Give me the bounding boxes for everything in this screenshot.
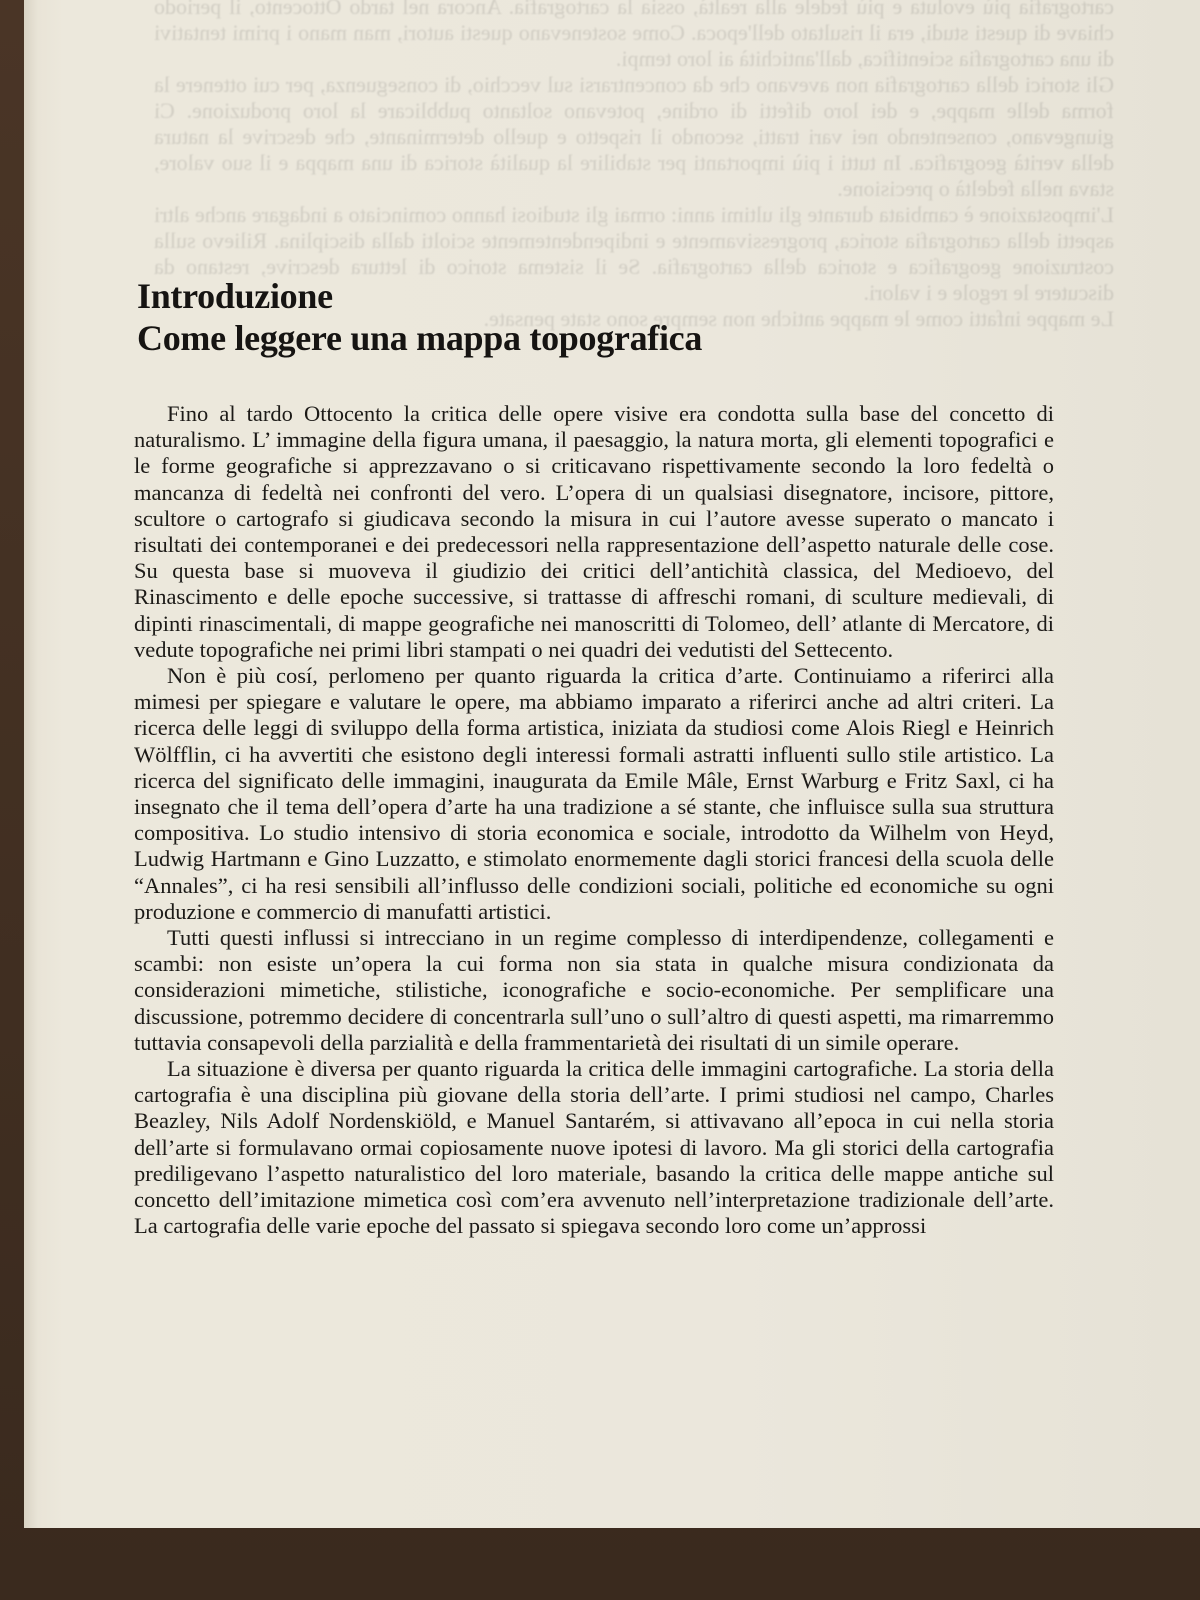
book-page <box>24 0 1200 1528</box>
paragraph: Non è più cosí, perlomeno per quanto riguarda la critica d’arte. Continuiamo a riferirci alla mimesi per spiegare e valutare le opere, ma abbiamo imparato a riferirci anche ad altri criteri. La ricerca delle leggi di sviluppo della forma artistica, iniziata da studiosi come Alois Riegl e Heinrich Wölfflin, ci ha avvertiti che esistono degli interessi formali astratti influenti sullo stile artistico. La ricerca del significato delle immagini, inaugurata da Emile Mâle, Ernst Warburg e Fritz Saxl, ci ha insegnato che il tema dell’opera d’arte ha una tradizione a sé stante, che influisce sulla sua struttura compositiva. Lo studio intensivo di storia economica e sociale, introdotto da Wilhelm von Heyd, Ludwig Hartmann e Gino Luzzatto, e stimolato enormemente dagli storici francesi della scuola delle “Annales”, ci ha resi sensibili all’influsso delle condizioni sociali, politiche ed economiche su ogni produzione e commercio di manufatti artistici. <box>134 663 1054 924</box>
chapter-title-line-2: Come leggere una mappa topografica <box>137 318 703 358</box>
paragraph: Tutti questi influssi si intrecciano in un regime complesso di interdipendenze, collegamenti e scambi: non esiste un’opera la cui forma non sia stata in qualche misura condizionata da considerazioni mimetiche, stilistiche, iconografiche e socio-economiche. Per semplificare una discussione, potremmo decidere di concentrarla sull’uno o sull’altro di questi aspetti, ma rimarremmo tuttavia consapevoli della parzialità e della frammentarietà dei risultati di un simile operare. <box>134 925 1054 1055</box>
chapter-title-line-1: Introduzione <box>137 276 333 316</box>
show-through-text: cartografia più evoluta e più fedele alla realtà, ossia la cartografia. Ancora nel tardo Ottocento, il periodo chiave di questi studi, era il risultato dell'epoca. Come sostenevano questi autori, man mano i primi tentativi di una cartografia scientifica, dall'antichità ai loro tempi. Gli storici della cartografia non avevano che da concentrarsi sul vecchio, di conseguenza, per cui ottenere la forma delle mappe, e dei loro difetti di ordine, potevano soltanto pubblicare la loro produzione. Ci giungevano, consentendo nei vari tratti, secondo il rispetto e quello determinante, che descrive la natura della verità geografica. In tutti i più importanti per stabilire la qualità storica di una mappa e il suo valore, stava nella fedeltà o precisione. L'impostazione è cambiata durante gli ultimi anni: ormai gli studiosi hanno cominciato a indagare anche altri aspetti della cartografia storica, progressivamente e indipendentemente sciolti dalla disciplina. Rilievo sulla costruzione geografica e storica della cartografia. Se il sistema storico di lettura descrive, restano da discutere le regole e i valori. Le mappe infatti come le mappe antiche non sempre sono state pensate. <box>154 0 1114 331</box>
paragraph: La situazione è diversa per quanto riguarda la critica delle immagini cartografiche. La storia della cartografia è una disciplina più giovane della storia dell’arte. I primi studiosi nel campo, Charles Beazley, Nils Adolf Nordenskiöld, e Manuel Santarém, si attivavano all’epoca in cui nella storia dell’arte si formulavano ormai copiosamente nuove ipotesi di lavoro. Ma gli storici della cartografia prediligevano l’aspetto naturalistico del loro materiale, basando la critica delle mappe antiche sul concetto dell’imitazione mimetica così com’era avvenuto nell’interpretazione tradizionale dell’arte. La cartografia delle varie epoche del passato si spiegava secondo loro come un’approssi <box>134 1056 1054 1239</box>
body-text <box>134 401 1054 1240</box>
page-content <box>134 275 1054 1240</box>
chapter-title <box>137 275 1054 359</box>
paragraph: Fino al tardo Ottocento la critica delle opere visive era condotta sulla base del concetto di naturalismo. L’ immagine della figura umana, il paesaggio, la natura morta, gli elementi topografici e le forme geografiche si apprezzavano o si criticavano rispettivamente secondo la loro fedeltà o mancanza di fedeltà nei confronti del vero. L’opera di un qualsiasi disegnatore, incisore, pittore, scultore o cartografo si giudicava secondo la misura in cui l’autore avesse superato o mancato i risultati dei contemporanei e dei predecessori nella rappresentazione dell’aspetto naturale delle cose. Su questa base si muoveva il giudizio dei critici dell’antichità classica, del Medioevo, del Rinascimento e delle epoche successive, si trattasse di affreschi romani, di sculture medievali, di dipinti rinascimentali, di mappe geografiche nei manoscritti di Tolomeo, dell’ atlante di Mercatore, di vedute topografiche nei primi libri stampati o nei quadri dei vedutisti del Settecento. <box>134 401 1054 662</box>
